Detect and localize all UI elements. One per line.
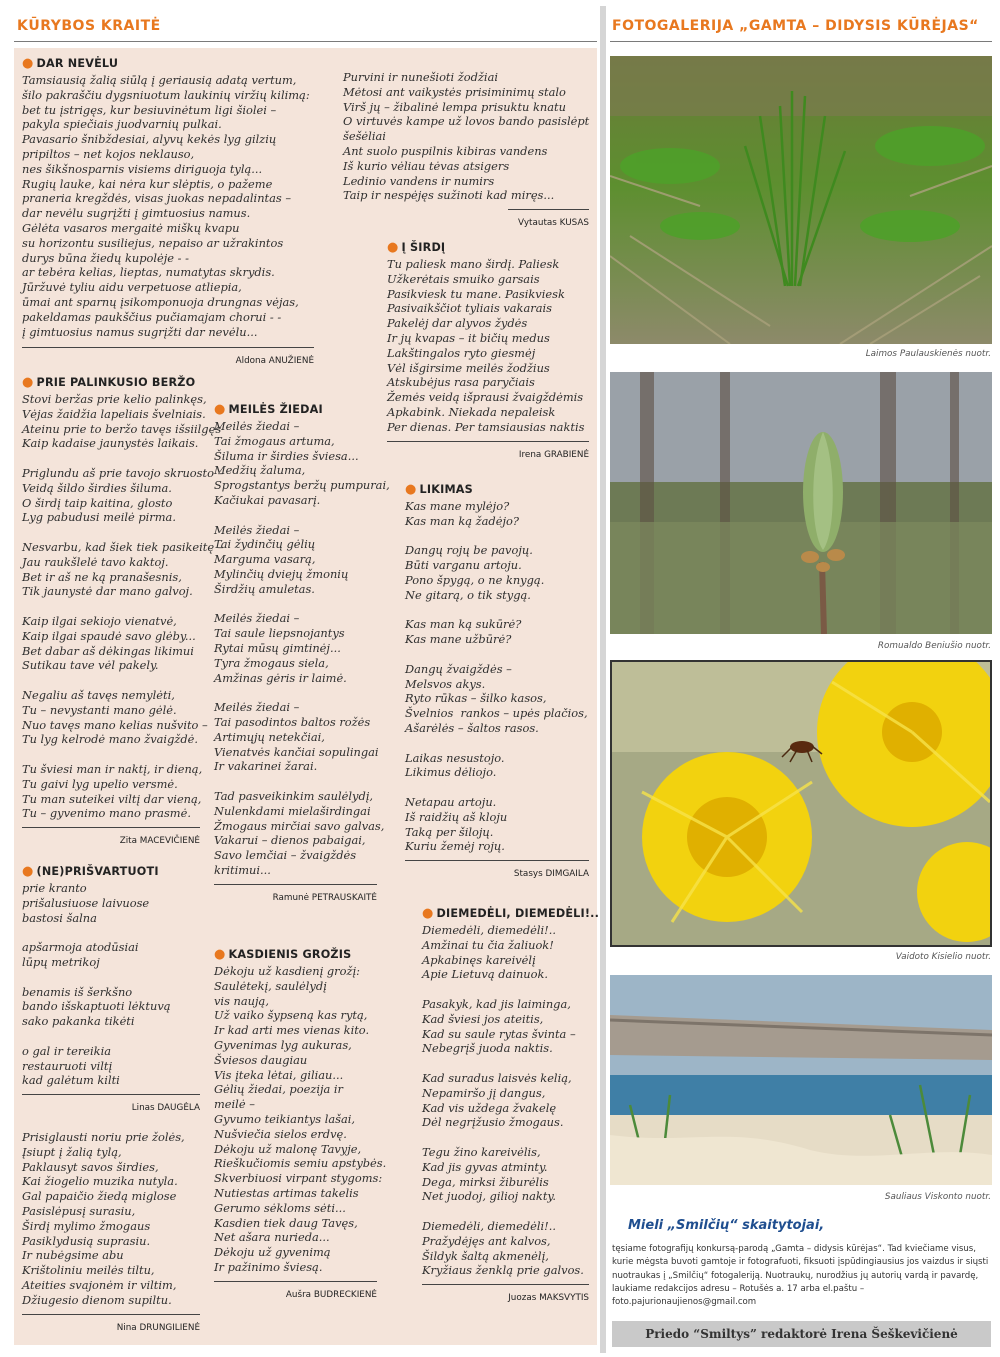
poem-title: ● (NE)PRIŠVARTUOTI	[22, 864, 159, 879]
author-rule	[22, 1314, 200, 1315]
bullet-icon: ●	[22, 375, 34, 390]
poem-title: ● PRIE PALINKUSIO BERŽO	[22, 375, 196, 390]
bullet-icon: ●	[214, 402, 226, 417]
bullet-icon: ●	[422, 906, 434, 921]
editor-footer: Priedo “Smiltys” redaktorė Irena Šeškevičienė	[612, 1321, 991, 1347]
photo-credit: Laimos Paulauskienės nuotr.	[865, 349, 991, 359]
photo-sea-driftwood	[610, 975, 992, 1185]
poem-author: Aldona ANUŽIENĖ	[235, 356, 314, 367]
bullet-icon: ●	[22, 864, 34, 879]
poem-title: ● KASDIENIS GROŽIS	[214, 947, 352, 962]
photo-grass-sprouts	[610, 56, 992, 344]
author-rule	[22, 827, 200, 828]
section-title-right: FOTOGALERIJA „GAMTA – DIDYSIS KŪRĖJAS“	[612, 18, 979, 34]
poem-title: ● LIKIMAS	[405, 482, 473, 497]
bullet-icon: ●	[405, 482, 417, 497]
poem-i-sirdi	[387, 240, 589, 460]
poem-title: ● Į ŠIRDĮ	[387, 240, 446, 255]
poem-diemedeli	[422, 906, 600, 1304]
poem-author: Stasys DIMGAILA	[513, 869, 589, 880]
photo-credit: Sauliaus Viskonto nuotr.	[884, 1192, 991, 1202]
poem-purvini-zodziai	[343, 70, 589, 228]
poem-title: ● DAR NEVĖLU	[22, 56, 119, 71]
readers-title: Mieli „Smilčių“ skaitytojai,	[628, 1218, 825, 1233]
poem-neprisvartuoti	[22, 864, 200, 1113]
bullet-icon: ●	[214, 947, 226, 962]
poem-text: Prisiglausti noriu prie žolės, Įsiupt į žalią tylą, Paklausyt savos širdies, Kai žiogelio muzika nutyla. Gal papaičio žiedą miglose Pasislėpusį surasiu, Širdį mylimo žmogaus Pasiklydusią suprasiu. Ir nubėgsime abu Krištoliniu meilės tiltu, Ateities svajonėm ir viltim, Džiugesio dienom supiltu.	[22, 1130, 185, 1307]
poem-text: Meilės žiedai – Tai žmogaus artuma, Šiluma ir širdies šviesa... Medžių žaluma, Sprogstantys beržų pumpurai, Kačiukai pavasarį. Meilės žiedai – Tai žydinčių gėlių Marguma vasarą, Mylinčių dviejų žmonių Širdžių amuletas. Meilės žiedai – Tai saule liepsnojantys Rytai mūsų gimtinėj... Tyra žmogaus siela, Amžinas gėris ir laimė. Meilės žiedai – Tai pasodintos baltos rožės Artimųjų netekčiai, Vienatvės kančiai sopulingai Ir vakarinei žarai. Tad pasveikinkim saulėlydį, Nulenkdami mielaširdingai Žmogaus mirčiai savo galvas, Vakarui – dienos pabaigai, Savo lemčiai – žvaigždės kritimui...	[214, 419, 390, 877]
column-separator	[600, 6, 606, 1353]
header-rule-left	[14, 41, 597, 42]
readers-text: tęsiame fotografijų konkursą-parodą „Gamta – didysis kūrėjas“. Tad kviečiame visus, kurie mėgsta buvoti gamtoje ir fotografuoti, fiksuoti įspūdingiausius jos vaizdus ir siųsti nuotraukas į „Smilčių“ fotogaleriją. Nuotraukų, nurodžius jų autorių vardą ir pavardę, laukiame redakcijos adresu – Rotušės a. 17 arba el.paštu – foto.pajurionaujienos@gmail.com	[612, 1244, 989, 1308]
poem-prie-palinkusio-berzo	[22, 375, 222, 847]
header-rule-right	[610, 41, 992, 42]
poem-text: Tamsiausią žalią siūlą į geriausią adatą vertum, šilo pakraščiu dygsniuotum laukinių viržių kilimą: bet tu įstrigęs, kur besiuvinėtum ligi šiolei – pakyla spiečiais juodvarnių pulkai. Pavasario šnibždesiai, alyvų kekės lyg gilzių pripiltos – net kojos neklauso, nes šikšnosparnis visiems diriguoja tylą... Rugių lauke, kai nėra kur slėptis, o pažeme praneria kregždės, visas juokas nepadalintas – dar nevėlu sugrįžti į gimtuosius namus. Gėlėta vasaros mergaitė miškų kvapu su horizontu susiliejus, nepaiso ar užrakintos durys būna žiedų kupolėje - - ar tebėra kelias, lieptas, numatytas skrydis. Jūržuvė tyliu aidu verpetuose atliepia, ūmai ant sparnų įsikomponuoja drungnas vėjas, pakeldamas paukščius pučiamajam chorui - - į gimtuosius namus sugrįžti dar nevėlu...	[22, 73, 310, 339]
poem-author: Irena GRABIENĖ	[518, 449, 589, 460]
poem-text: prie kranto prišalusiuose laivuose bastosi šalna apšarmoja atodūsiai lūpų metrikoj benamis iš šerkšno bando išskaptuoti lėktuvą sako pakanka tikėti o gal ir tereikia restauruoti viltį kad galėtum kilti	[22, 881, 171, 1088]
author-rule	[422, 1284, 589, 1285]
poem-text: Stovi beržas prie kelio palinkęs, Vėjas žaidžia lapeliais švelniais. Ateinu prie to beržo tavęs išsiilgęs Kaip kadaise jaunystės laikais. Priglundu aš prie tavojo skruosto Veidą šildo širdies šiluma. O širdį taip kaitina, glosto Lyg pabudusi meilė pirma. Nesvarbu, kad šiek tiek pasikeitę Jau raukšlelė tavo kaktoj. Bet ir aš ne ką pranašesnis, Tik jaunystė dar mano galvoj. Kaip ilgai sekiojo vienatvė, Kaip ilgai spaudė savo glėby... Bet dabar aš dėkingas likimui Sutikau tave vėl pakely. Negaliu aš tavęs nemylėti, Tu – nevystanti mano gėlė. Nuo tavęs mano kelias nušvito Tu lyg kelrodė mano žvaigždė. Tu šviesi man ir naktį, ir dieną, Tu gaivi lyg upelio versmė. Tu man suteikei viltį dar vieną, Tu – gyvenimo mano prasmė.	[22, 392, 222, 821]
photo-credit: Romualdo Beniušio nuotr.	[877, 641, 991, 651]
poem-meiles-ziedai	[214, 402, 390, 903]
poem-text: Tu paliesk mano širdį. Paliesk Užkerėtais smuiko garsais Pasikviesk tu mane. Pasikviesk Pasivaikščiot tyliais vakarais Pakelėj dar alyvos žydės Ir jų kvapas – it bičių medus Lakštingalos ryto giesmėj Vėl išgirsime meilės žodžius Atskubėjus rasa paryčiais Žemės veidą išprausi žvaigždėmis Apkabink. Niekada nepaleisk Per dienas. Per tamsiausias naktis	[387, 257, 585, 434]
poem-author: Linas DAUGĖLA	[131, 1103, 200, 1114]
bullet-icon: ●	[387, 240, 399, 255]
poem-author: Ramunė PETRAUSKAITĖ	[272, 892, 377, 903]
poem-text: Kas mane mylėjo? Kas man ką žadėjo? Dangų rojų be pavojų. Būti varganu artoju. Pono špygą, o ne knygą. Ne gitarą, o tik stygą. Kas man ką sukūrė? Kas mane užbūrė? Dangų žvaigždės – Melsvos akys. Ryto rūkas – šilko kasos, Švelnios rankos – upės plačios, Ašarėlės – šaltos rasos. Laikas nesustojo. Likimus dėliojo. Netapau artoju. Iš raidžių aš kloju Taką per šilojų. Kuriu žemėj rojų.	[405, 499, 588, 854]
author-rule	[214, 884, 377, 885]
poem-author: Vytautas KUSAS	[518, 218, 589, 229]
photo-dandelion	[610, 660, 992, 947]
author-rule	[22, 347, 314, 348]
poem-text: Diemedėli, diemedėli!.. Amžinai tu čia žaliuok! Apkabinęs kareivėlį Apie Lietuvą dainuok. Pasakyk, kad jis laiminga, Kad šviesi jos ateitis, Kad su saule rytas švinta – Nebegrįš juoda naktis. Kad suradus laisvės kelią, Nepamiršo jį dangus, Kad vis uždega žvakelę Dėl negrįžusio žmogaus. Tegu žino kareivėlis, Kad jis gyvas atminty. Dega, mirksi žiburėlis Net juodoj, gilioj nakty. Diemedėli, diemedėli!.. Pražydėjęs ant kalvos, Šildyk šaltą akmenėlį, Kryžiaus ženklą prie galvos.	[422, 923, 584, 1278]
author-rule	[214, 1281, 377, 1282]
poem-author: Juozas MAKSVYTIS	[508, 1293, 589, 1304]
photo-credit: Vaidoto Kisielio nuotr.	[895, 952, 991, 962]
bullet-icon: ●	[22, 56, 34, 71]
section-title-left: KŪRYBOS KRAITĖ	[17, 18, 161, 34]
poem-text: Purvini ir nunešioti žodžiai Mėtosi ant vaikystės prisiminimų stalo Virš jų – žibalinė lempa prisuktu knatu O virtuvės kampe už lovos bando pasislėpt šešėliai Ant suolo puspilnis kibiras vandens Iš kurio vėliau tėvas atsigers Ledinio vandens ir numirs Taip ir nespėjęs sužinoti kad miręs...	[343, 70, 590, 203]
poem-author: Aušra BUDRECKIENĖ	[285, 1289, 377, 1300]
author-rule	[405, 860, 589, 861]
poem-title: ● MEILĖS ŽIEDAI	[214, 402, 323, 417]
poem-dar-nevelu	[22, 56, 314, 366]
author-rule	[508, 209, 589, 210]
author-rule	[387, 441, 589, 442]
poem-prisiglausti	[22, 1130, 200, 1333]
photo-tree-bud	[610, 372, 992, 634]
poem-likimas	[405, 482, 589, 879]
poem-text: Dėkoju už kasdienį grožį: Saulėtekį, saulėlydį vis naują, Už vaiko šypseną kas rytą, Ir kad arti mes vienas kito. Gyvenimas lyg aukuras, Šviesos daugiau Vis įteka lėtai, giliau... Gėlių žiedai, poezija ir meilė – Gyvumo teikiantys lašai, Nušviečia sielos erdvę. Dėkoju už malonę Tavyje, Rieškučiomis semiu apstybės. Skverbiuosi virpant stygoms: Nutiestas artimas takelis Gerumo sėkloms sėti... Kasdien tiek daug Tavęs, Net ašara nurieda... Dėkoju už gyvenimą Ir pažinimo šviesą.	[214, 964, 387, 1274]
poem-author: Zita MACEVIČIENĖ	[119, 836, 200, 847]
poem-kasdienis-grozis	[214, 947, 387, 1300]
poem-title: ● DIEMEDĖLI, DIEMEDĖLI!..	[422, 906, 600, 921]
poem-author: Nina DRUNGILIENĖ	[116, 1322, 200, 1333]
author-rule	[22, 1094, 200, 1095]
